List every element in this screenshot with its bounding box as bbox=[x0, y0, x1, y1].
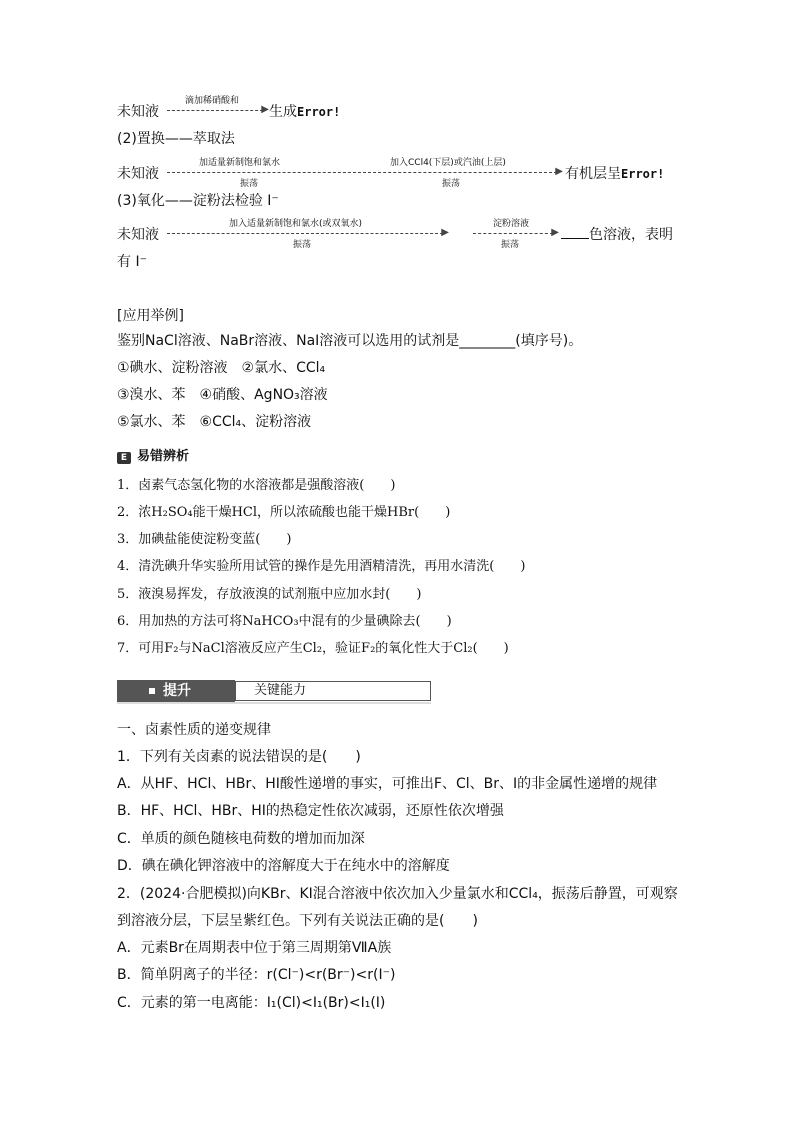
application-question: 鉴别NaCl溶液、NaBr溶液、NaI溶液可以选用的试剂是________(填序号)。 bbox=[117, 333, 583, 349]
reagent-label: 淀粉溶液 bbox=[493, 219, 530, 229]
flow-continuation: 有 I⁻ bbox=[117, 254, 147, 270]
error-item: 4．清洗碘升华实验所用试管的操作是先用酒精清洗，再用水清洗( ) bbox=[117, 559, 526, 574]
arrow-icon: ▶ bbox=[473, 233, 553, 234]
flow-2 bbox=[117, 155, 697, 189]
application-option: ③溴水、苯 ④硝酸、AgNO₃溶液 bbox=[117, 387, 328, 403]
arrow-icon: ▶ bbox=[167, 172, 557, 173]
flow-result: 生成Error! bbox=[269, 104, 341, 120]
arrow-icon: ▶ bbox=[167, 110, 263, 111]
section-heading: 一、卤素性质的递变规律 bbox=[117, 722, 271, 738]
errors-heading: E 易错辨析 bbox=[117, 447, 189, 467]
question-stem: 到溶液分层，下层呈紫红色。下列有关说法正确的是( ) bbox=[117, 913, 478, 929]
reagent-label: 滴加稀硝酸和 bbox=[185, 96, 240, 106]
flow-start: 未知液 bbox=[117, 166, 159, 182]
question-option: A．从HF、HCl、HBr、HI酸性递增的事实，可推出F、Cl、Br、I的非金属性递增的规律 bbox=[117, 776, 658, 792]
reagent-label: 加入CCl4(下层)或汽油(上层) bbox=[390, 158, 506, 168]
flow-result: 色溶液，表明 bbox=[561, 224, 673, 244]
application-option: ①碘水、淀粉溶液 ②氯水、CCl₄ bbox=[117, 360, 326, 376]
question-option: B．HF、HCl、HBr、HI的热稳定性依次减弱，还原性依次增强 bbox=[117, 803, 504, 819]
error-text: Error! bbox=[297, 105, 341, 119]
reagent-label: 加入适量新制饱和氯水(或双氧水) bbox=[229, 219, 363, 229]
action-label: 振荡 bbox=[293, 240, 312, 250]
error-item: 7．可用F₂与NaCl溶液反应产生Cl₂，验证F₂的氧化性大于Cl₂( ) bbox=[117, 641, 509, 656]
question-stem: 1．下列有关卤素的说法错误的是( ) bbox=[117, 749, 361, 765]
reagent-label: 加适量新制饱和氯水 bbox=[199, 158, 281, 168]
application-option: ⑤氯水、苯 ⑥CCl₄、淀粉溶液 bbox=[117, 414, 312, 430]
banner-right: 关键能力 bbox=[235, 681, 431, 701]
error-item: 6．用加热的方法可将NaHCO₃中混有的少量碘除去( ) bbox=[117, 614, 452, 629]
error-item: 5．液溴易挥发，存放液溴的试剂瓶中应加水封( ) bbox=[117, 587, 422, 602]
arrow-icon: ▶ bbox=[167, 233, 443, 234]
error-item: 2．浓H₂SO₄能干燥HCl，所以浓硫酸也能干燥HBr( ) bbox=[117, 505, 451, 520]
banner-rule bbox=[117, 702, 431, 704]
flow-1 bbox=[117, 93, 697, 123]
banner-left: 提升 bbox=[117, 680, 235, 702]
heading-oxidation: (3)氧化——淀粉法检验 I⁻ bbox=[117, 193, 279, 209]
question-option: B．简单阴离子的半径：r(Cl⁻)<r(Br⁻)<r(I⁻) bbox=[117, 967, 396, 983]
error-item: 1．卤素气态氢化物的水溶液都是强酸溶液( ) bbox=[117, 478, 396, 493]
application-title: [应用举例] bbox=[117, 308, 184, 324]
question-stem: 2．(2024·合肥模拟)向KBr、KI混合溶液中依次加入少量氯水和CCl₄，振荡后静置，可观察 bbox=[117, 886, 678, 902]
error-text: Error! bbox=[621, 167, 665, 181]
section-icon: E bbox=[117, 452, 131, 464]
flow-3 bbox=[117, 216, 697, 250]
heading-replacement: (2)置换——萃取法 bbox=[117, 131, 235, 147]
answer-blank bbox=[561, 238, 589, 239]
action-label: 振荡 bbox=[501, 240, 520, 250]
action-label: 振荡 bbox=[442, 179, 461, 189]
action-label: 振荡 bbox=[240, 179, 259, 189]
question-option: A．元素Br在周期表中位于第三周期第ⅦA族 bbox=[117, 940, 392, 956]
section-banner bbox=[117, 680, 431, 702]
flow-start: 未知液 bbox=[117, 104, 159, 120]
question-option: D．碘在碘化钾溶液中的溶解度大于在纯水中的溶解度 bbox=[117, 858, 450, 874]
flow-start: 未知液 bbox=[117, 227, 159, 243]
flow-result: 有机层呈Error! bbox=[565, 166, 665, 182]
question-option: C．单质的颜色随核电荷数的增加而加深 bbox=[117, 831, 365, 847]
question-option: C．元素的第一电离能：I₁(Cl)<I₁(Br)<I₁(I) bbox=[117, 995, 386, 1011]
square-icon bbox=[149, 688, 155, 694]
error-item: 3．加碘盐能使淀粉变蓝( ) bbox=[117, 532, 292, 547]
